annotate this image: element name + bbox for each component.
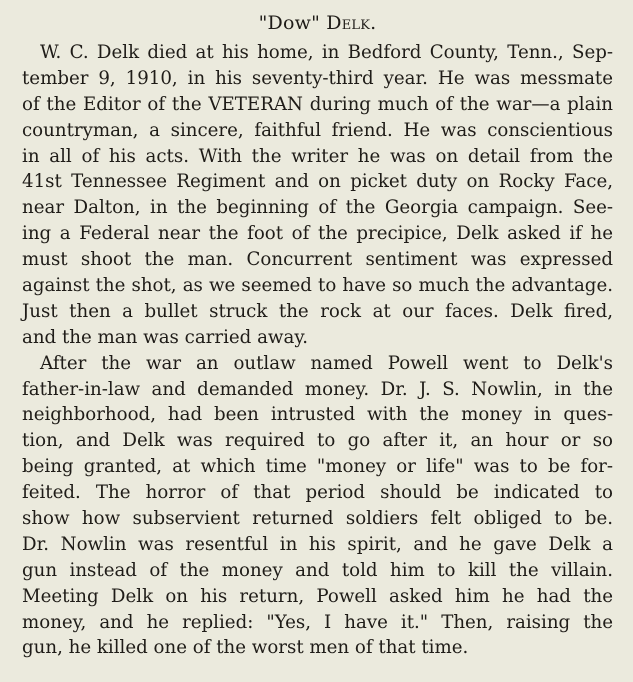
text-line: show how subservient returned soldiers felt obliged to be.: [22, 508, 613, 530]
text-line: W. C. Delk died at his home, in Bedford County, Tenn., Sep-: [40, 42, 613, 63]
text-line: in all of his acts. With the writer he was on detail from the: [22, 145, 613, 167]
text-line: Meeting Delk on his return, Powell asked him he had the: [22, 585, 613, 607]
text-line: neighborhood, had been intrusted with the money in ques-: [22, 404, 613, 426]
text-line: against the shot, as we seemed to have so much the advantage.: [22, 275, 613, 297]
paragraph-1: [22, 40, 613, 351]
text-line: of the Editor of the VETERAN during much of the war—a plain: [22, 93, 613, 115]
text-line: being granted, at which time "money or life" was to be for-: [22, 456, 613, 478]
text-line: ing a Federal near the foot of the precipice, Delk asked if he: [22, 223, 613, 245]
title-quote: "Dow": [258, 12, 321, 34]
text-line: gun instead of the money and told him to kill the villain.: [22, 559, 613, 581]
text-line: Just then a bullet struck the rock at our faces. Delk fired,: [22, 300, 613, 322]
text-line: and the man was carried away.: [22, 326, 308, 348]
text-line: near Dalton, in the beginning of the Georgia campaign. See-: [22, 197, 613, 219]
text-line: feited. The horror of that period should be indicated to: [22, 482, 613, 504]
text-line: countryman, a sincere, faithful friend. He was conscientious: [22, 119, 613, 141]
text-line: gun, he killed one of the worst men of that time.: [22, 637, 469, 659]
text-line: money, and he replied: "Yes, I have it." Then, raising the: [22, 611, 613, 633]
article-title: [22, 10, 613, 36]
text-line: 41st Tennessee Regiment and on picket duty on Rocky Face,: [22, 171, 613, 193]
title-name: Delk.: [326, 12, 377, 34]
text-line: tember 9, 1910, in his seventy-third year. He was messmate: [22, 67, 613, 89]
paragraph-2: [22, 351, 613, 662]
text-line: tion, and Delk was required to go after it, an hour or so: [22, 430, 613, 452]
text-line: Dr. Nowlin was resentful in his spirit, and he gave Delk a: [22, 533, 613, 555]
text-line: must shoot the man. Concurrent sentiment was expressed: [22, 249, 613, 271]
text-line: After the war an outlaw named Powell went to Delk's: [40, 352, 613, 374]
text-line: father-in-law and demanded money. Dr. J. S. Nowlin, in the: [22, 378, 613, 400]
